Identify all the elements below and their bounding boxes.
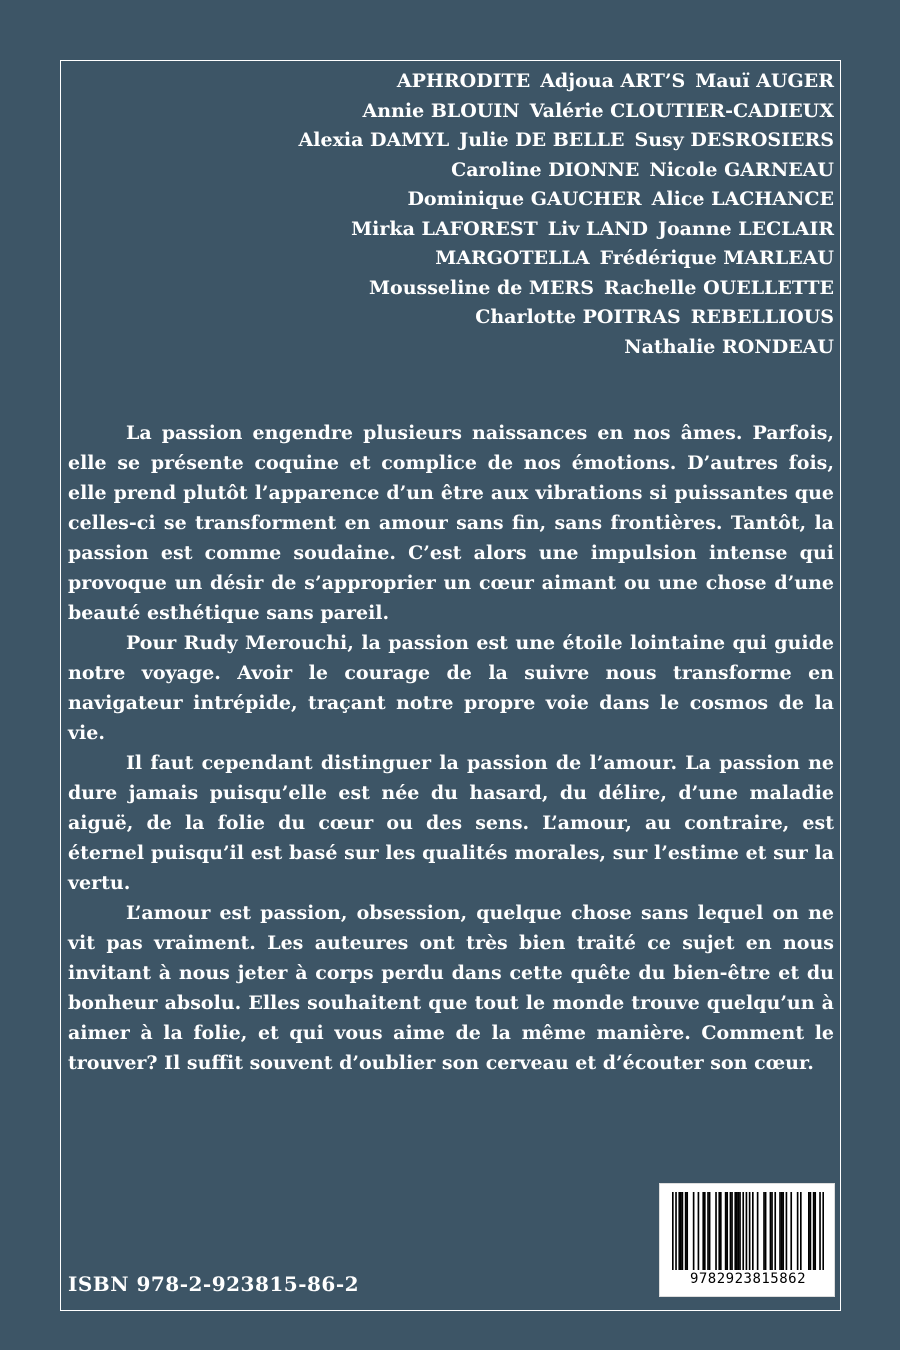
barcode (659, 1183, 835, 1297)
blurb-paragraph: L’amour est passion, obsession, quelque chose sans lequel on ne vit pas vraiment. Les auteures ont très bien traité ce sujet en nous invitant à nous jeter à corps perdu dans cette quête du bien-être et du bonheur absolu. Elles souhaitent que tout le monde trouve quelqu’un à aimer à la folie, et qui vous aime de la même manière. Comment le trouver? Il suffit souvent d’oublier son cerveau et d’écouter son cœur. (68, 902, 834, 1074)
author-name: Annie BLOUIN (362, 99, 520, 122)
author-name: Rachelle OUELLETTE (603, 276, 834, 299)
author-name: Alice LACHANCE (651, 188, 834, 210)
barcode-bar (786, 1192, 788, 1270)
barcode-bar (686, 1192, 688, 1270)
barcode-bar (774, 1192, 776, 1270)
author-name: Susy DESROSIERS (634, 129, 834, 151)
blurb-paragraph: Il faut cependant distinguer la passion de l’amour. La passion ne dure jamais puisqu’elle est née du hasard, du délire, d’une maladie aiguë, de la folie du cœur ou des sens. L’amour, au contraire, est éternel puisqu’il est basé sur les qualités morales, sur l’estime et sur la vertu. (68, 752, 834, 894)
barcode-bar (790, 1192, 792, 1270)
barcode-bar (757, 1192, 759, 1270)
barcode-bar (771, 1192, 773, 1270)
barcode-bar (813, 1192, 815, 1270)
author-line (74, 303, 834, 333)
author-list (74, 67, 834, 362)
author-line (74, 333, 834, 363)
barcode-bar (680, 1192, 682, 1270)
barcode-bar (702, 1192, 704, 1270)
barcode-bar (819, 1192, 821, 1270)
barcode-bar (746, 1192, 748, 1270)
barcode-bar (749, 1192, 751, 1270)
author-line (74, 156, 834, 186)
barcode-bar (707, 1192, 709, 1270)
blurb-paragraph: Pour Rudy Merouchi, la passion est une étoile lointaine qui guide notre voyage. Avoir le courage de la suivre nous transforme en navigateur intrépide, traçant notre propre voie dans le cosmos de la vie. (68, 632, 834, 744)
barcode-bar (734, 1192, 736, 1270)
author-name: Mousseline de MERS (368, 276, 594, 299)
barcode-bar (693, 1192, 695, 1270)
barcode-bar (770, 1192, 772, 1270)
barcode-bar (709, 1192, 711, 1270)
author-line (74, 274, 834, 304)
barcode-bar (678, 1192, 680, 1270)
barcode-bar (720, 1192, 722, 1270)
author-name: Nathalie RONDEAU (624, 335, 834, 358)
author-name: MARGOTELLA (435, 247, 590, 269)
barcode-bar (765, 1192, 767, 1270)
barcode-bar (730, 1192, 732, 1270)
author-name: Joanne LECLAIR (657, 217, 834, 240)
barcode-bar (781, 1192, 783, 1270)
barcode-bar (800, 1192, 802, 1270)
author-name: Liv LAND (547, 217, 648, 240)
barcode-bar (736, 1192, 738, 1270)
author-line (74, 185, 834, 215)
author-name: APHRODITE (396, 70, 531, 92)
author-name: Caroline DIONNE (451, 158, 640, 181)
barcode-bar (742, 1192, 744, 1270)
barcode-bar (797, 1192, 799, 1270)
barcode-bar (725, 1192, 727, 1270)
author-line (74, 244, 834, 274)
author-name: Valérie CLOUTIER-CADIEUX (529, 99, 834, 122)
author-line (74, 67, 834, 97)
author-name: REBELLIOUS (690, 306, 834, 328)
barcode-bar (715, 1192, 717, 1270)
barcode-bar (808, 1192, 810, 1270)
barcode-bar (822, 1192, 824, 1270)
barcode-bar (698, 1192, 700, 1270)
barcode-bar (672, 1192, 674, 1270)
barcode-bar (682, 1192, 684, 1270)
author-name: Dominique GAUCHER (407, 188, 642, 210)
author-line (74, 215, 834, 245)
barcode-bar (779, 1192, 781, 1270)
back-cover-blurb (68, 418, 834, 1078)
barcode-bar (718, 1192, 720, 1270)
barcode-bar (675, 1192, 677, 1270)
barcode-bar (731, 1192, 733, 1270)
author-name: Nicole GARNEAU (649, 158, 834, 181)
barcode-bar (763, 1192, 765, 1270)
barcode-bar (738, 1192, 740, 1270)
barcode-digits: 9782923815862 (689, 1271, 807, 1287)
barcode-bar (752, 1192, 754, 1270)
barcode-bar (685, 1192, 687, 1270)
author-name: Mauï AUGER (695, 70, 834, 92)
author-line (74, 126, 834, 156)
barcode-bar (739, 1192, 741, 1270)
author-line (74, 97, 834, 127)
barcode-bar (814, 1192, 816, 1270)
barcode-bar (810, 1192, 812, 1270)
barcode-bar (704, 1192, 706, 1270)
author-name: Adjoua ART’S (540, 70, 686, 92)
author-name: Mirka LAFOREST (351, 217, 538, 240)
author-name: Charlotte POITRAS (475, 306, 681, 328)
barcode-bars (672, 1192, 824, 1270)
author-name: Julie DE BELLE (459, 129, 625, 151)
barcode-bar (726, 1192, 728, 1270)
barcode-bar (782, 1192, 784, 1270)
blurb-paragraph: La passion engendre plusieurs naissances en nos âmes. Parfois, elle se présente coquine et complice de nos émotions. D’autres fois, elle prend plutôt l’apparence d’un être aux vibrations si puissantes que celles-ci se transforment en amour sans fin, sans frontières. Tantôt, la passion est comme soudaine. C’est alors une impulsion intense qui provoque un désir de s’approprier un cœur aimant ou une chose d’une beauté esthétique sans pareil. (68, 422, 834, 624)
isbn-number: ISBN 978-2-923815-86-2 (68, 1272, 360, 1296)
author-name: Frédérique MARLEAU (599, 247, 834, 269)
author-name: Alexia DAMYL (298, 129, 450, 151)
